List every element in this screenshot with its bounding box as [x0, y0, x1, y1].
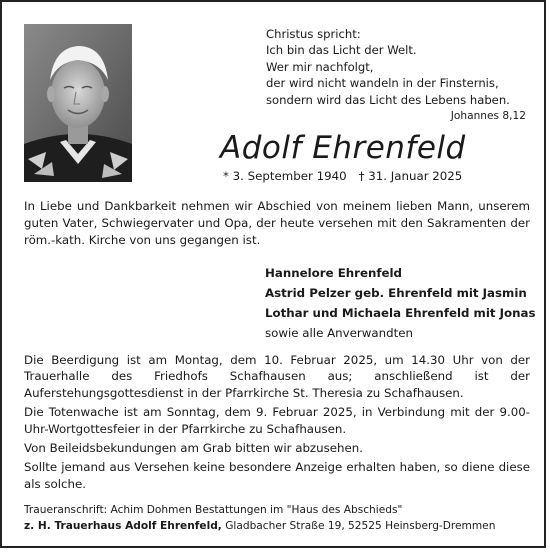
address-street: Gladbacher Straße 19, 52525 Heinsberg-Dremmen — [221, 520, 496, 532]
relatives-note: sowie alle Anverwandten — [265, 326, 413, 340]
condolence-note: Von Beileidsbekundungen am Grab bitten wir abzusehen. — [24, 441, 363, 456]
address-line-1: Traueranschrift: Achim Dohmen Bestattungen im "Haus des Abschieds" — [24, 504, 403, 516]
wake-paragraph: Die Totenwache ist am Sonntag, dem 9. Februar 2025, in Verbindung mit der 9.00-Uhr-Wortgottesfeier in der Pfarrkirche zu Schafhausen. — [24, 405, 530, 436]
verse-line: Christus spricht: — [266, 27, 361, 41]
verse-reference: Johannes 8,12 — [450, 110, 526, 122]
funeral-paragraph: Die Beerdigung ist am Montag, dem 10. Februar 2025, um 14.30 Uhr von der Trauerhalle des Friedhofs Schafhausen aus; anschließend ist der Auferstehungsgottesdienst in der Pfarrkirche St. Theresia zu Schafhausen. — [24, 353, 530, 400]
verse-line: Wer mir nachfolgt, — [266, 59, 374, 74]
verse-line: sondern wird das Licht des Lebens haben. — [266, 92, 510, 107]
birth-date: * 3. September 1940 — [223, 169, 347, 183]
verse-line: der wird nicht wandeln in der Finsternis, — [266, 76, 499, 91]
mourner-name: Astrid Pelzer geb. Ehrenfeld mit Jasmin — [265, 286, 527, 300]
mourning-address — [24, 502, 530, 534]
address-line-2 — [24, 518, 530, 534]
portrait-photo — [24, 24, 132, 182]
life-dates — [223, 169, 462, 183]
mourners-list — [265, 263, 535, 343]
verse-line: Ich bin das Licht der Welt. — [266, 43, 417, 58]
mourner-name: Hannelore Ehrenfeld — [265, 266, 403, 280]
address-recipient: z. H. Trauerhaus Adolf Ehrenfeld, — [24, 520, 222, 532]
notice-note: Sollte jemand aus Versehen keine besondere Anzeige erhalten haben, so diene diese als solche. — [24, 460, 530, 491]
bible-verse — [266, 26, 530, 108]
mourner-name: Lothar und Michaela Ehrenfeld mit Jonas — [265, 306, 536, 320]
farewell-text: In Liebe und Dankbarkeit nehmen wir Abschied von meinem lieben Mann, unserem guten Vater, Schwiegervater und Opa, der heute versehen mit den Sakramenten der röm.-kath. Kirche von uns gegangen ist. — [24, 199, 530, 247]
deceased-name: Adolf Ehrenfeld — [220, 130, 466, 166]
death-date: † 31. Januar 2025 — [358, 169, 463, 183]
funeral-details — [24, 352, 530, 495]
